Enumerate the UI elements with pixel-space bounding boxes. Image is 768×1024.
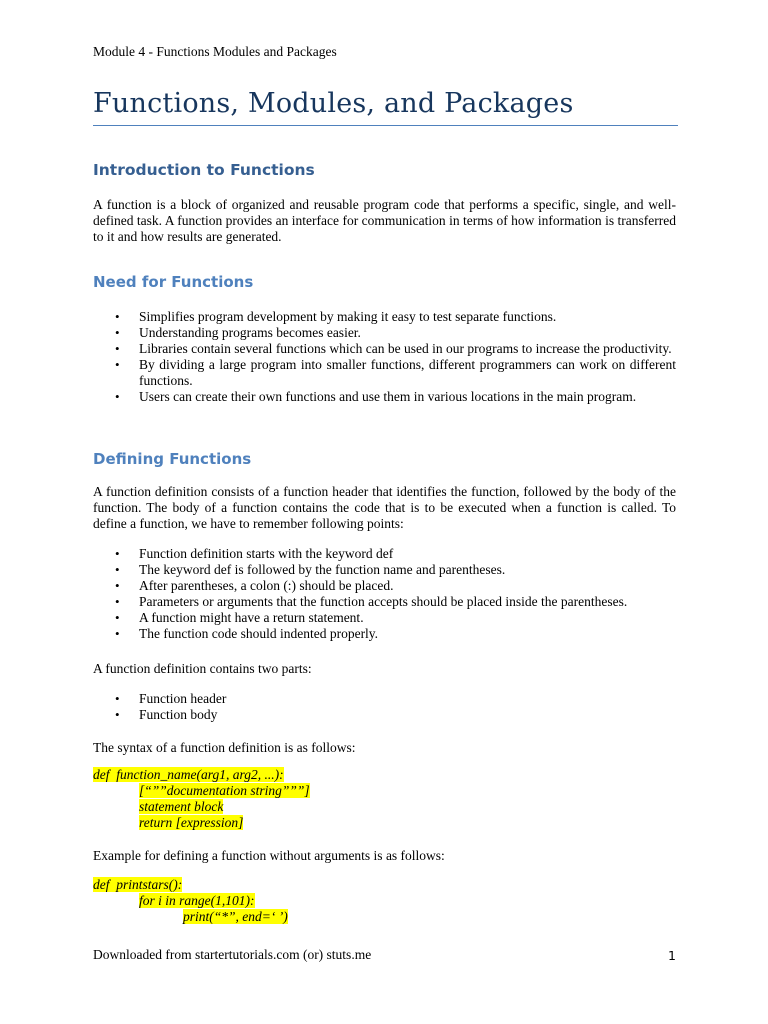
list-item: • Users can create their own functions and use them in various locations in the main program. [93, 389, 676, 405]
code-line: statement block [139, 799, 224, 814]
list-item: • A function might have a return statement. [93, 610, 676, 626]
list-item: • Libraries contain several functions which can be used in our programs to increase the productivity. [93, 341, 676, 357]
example-intro: Example for defining a function without arguments is as follows: [93, 848, 445, 863]
code-line: [“””documentation string”””] [139, 783, 310, 798]
syntax-code-block [93, 767, 310, 831]
need-list [93, 309, 676, 405]
defining-paragraph: A function definition consists of a function header that identifies the function, followed by the body of the function. The body of a function contains the code that is to be executed when a function is called. To define a function, we have to remember following points: [93, 484, 676, 531]
footer-source: Downloaded from startertutorials.com (or) stuts.me [93, 947, 372, 962]
list-item: • The function code should indented properly. [93, 626, 676, 642]
list-item: • Simplifies program development by making it easy to test separate functions. [93, 309, 676, 325]
list-item: • Understanding programs becomes easier. [93, 325, 676, 341]
page-number: 1 [668, 948, 676, 963]
code-line: print(“*”, end=‘ ’) [183, 909, 288, 924]
intro-paragraph: A function is a block of organized and reusable program code that performs a specific, single, and well-defined task. A function provides an interface for communication in terms of how information is transferred to it and how results are generated. [93, 197, 676, 244]
list-item: • Function body [93, 707, 676, 723]
code-line: return [expression] [139, 815, 244, 830]
section-heading-need: Need for Functions [93, 273, 254, 291]
parts-list [93, 691, 676, 723]
code-line: for i in range(1,101): [139, 893, 255, 908]
code-line: def printstars(): [93, 877, 183, 892]
list-item: • Parameters or arguments that the function accepts should be placed inside the parentheses. [93, 594, 676, 610]
syntax-intro: The syntax of a function definition is as follows: [93, 740, 356, 755]
parts-intro: A function definition contains two parts: [93, 661, 312, 676]
list-item: • After parentheses, a colon (:) should be placed. [93, 578, 676, 594]
page-title: Functions, Modules, and Packages [93, 88, 678, 126]
list-item: • By dividing a large program into smaller functions, different programmers can work on different functions. [93, 357, 676, 389]
running-header: Module 4 - Functions Modules and Packages [93, 44, 337, 59]
code-line: def function_name(arg1, arg2, ...): [93, 767, 284, 782]
section-heading-defining: Defining Functions [93, 450, 252, 468]
list-item: • The keyword def is followed by the function name and parentheses. [93, 562, 676, 578]
example-code-block [93, 877, 288, 925]
section-heading-intro: Introduction to Functions [93, 161, 315, 179]
list-item: • Function header [93, 691, 676, 707]
list-item: • Function definition starts with the keyword def [93, 546, 676, 562]
defining-points-list [93, 546, 676, 642]
